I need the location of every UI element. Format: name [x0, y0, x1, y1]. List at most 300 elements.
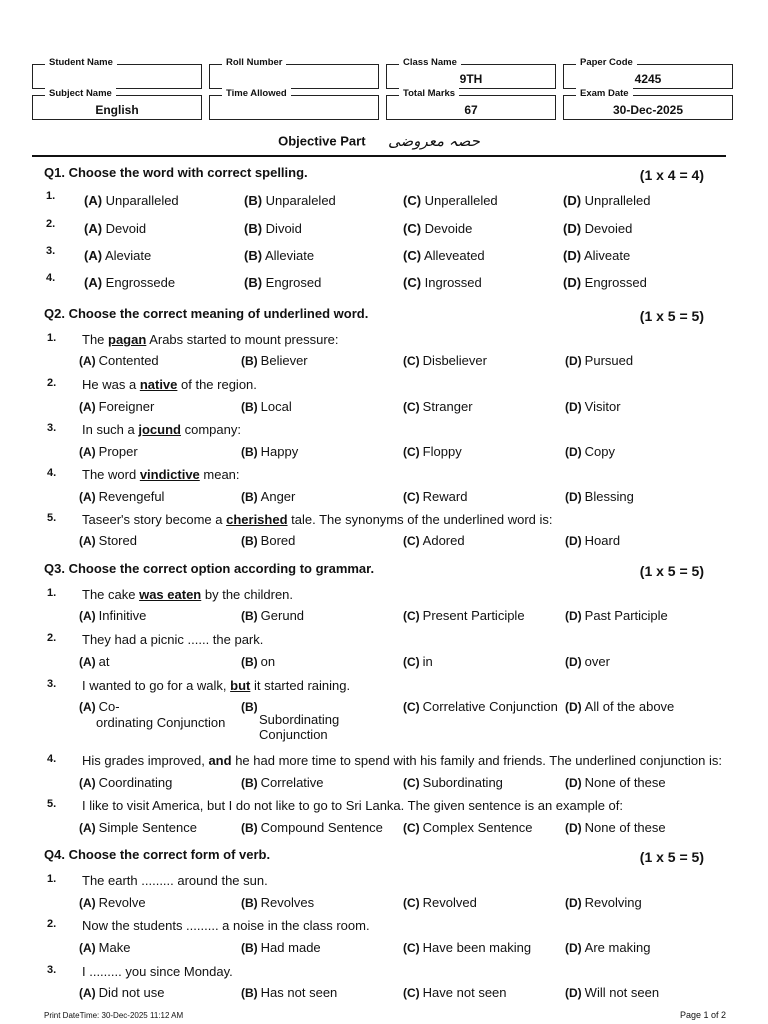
- option-c[interactable]: [403, 775, 503, 790]
- option-text: Conjunction: [259, 727, 328, 742]
- field-value: English: [95, 103, 139, 117]
- option-label: (D): [565, 609, 582, 623]
- q3-title: Q3. Choose the correct option according to grammar.: [44, 561, 375, 576]
- question-stem: I ......... you since Monday.: [82, 964, 233, 979]
- stem-text: The: [82, 332, 109, 347]
- option-text: Engrossede: [105, 275, 176, 290]
- option-text: Devoied: [584, 221, 633, 236]
- field-label: Roll Number: [222, 57, 286, 69]
- field-label: Student Name: [45, 57, 117, 69]
- option-text: on: [260, 654, 276, 669]
- options-row: [79, 489, 729, 507]
- option-c[interactable]: [403, 699, 558, 714]
- option-text: in: [422, 654, 433, 669]
- option-label: (A): [79, 400, 96, 414]
- paper-code-field: [563, 57, 733, 89]
- option-d[interactable]: [565, 940, 650, 955]
- option-text: Subordinating: [259, 712, 340, 727]
- option-c[interactable]: [403, 193, 498, 208]
- option-label: (C): [403, 986, 420, 1000]
- option-text: Have not seen: [422, 985, 507, 1000]
- option-label: (D): [565, 986, 582, 1000]
- option-d[interactable]: [565, 444, 615, 459]
- option-c[interactable]: [403, 608, 525, 623]
- option-b[interactable]: [244, 193, 336, 208]
- underlined-word: native: [139, 377, 178, 392]
- option-label: (C): [403, 609, 420, 623]
- question-number: 4.: [46, 272, 56, 284]
- question-number: 4.: [47, 467, 57, 479]
- option-b[interactable]: [241, 895, 314, 910]
- question-number: 2.: [47, 918, 57, 930]
- option-label: (D): [565, 534, 582, 548]
- option-label: (C): [403, 354, 420, 368]
- option-a[interactable]: [84, 221, 146, 236]
- option-a[interactable]: [79, 353, 159, 368]
- option-text: Simple Sentence: [98, 820, 197, 835]
- q3-marks: (1 x 5 = 5): [639, 563, 704, 579]
- option-text: Engrossed: [584, 275, 647, 290]
- option-c[interactable]: [403, 820, 533, 835]
- option-label: (D): [565, 776, 582, 790]
- option-label: (C): [403, 248, 422, 263]
- option-text: Reward: [422, 489, 468, 504]
- option-label: (A): [79, 986, 96, 1000]
- question-number: 2.: [47, 377, 57, 389]
- option-text: over: [584, 654, 610, 669]
- options-row: [79, 444, 729, 462]
- total-marks-field: [386, 88, 556, 120]
- option-text: Revengeful: [98, 489, 165, 504]
- option-text: Aliveate: [583, 248, 631, 263]
- stem-text: His grades improved,: [82, 753, 209, 768]
- option-label: (A): [79, 490, 96, 504]
- option-label: (B): [241, 534, 258, 548]
- stem-text: He was a: [82, 377, 140, 392]
- question-stem: [82, 422, 241, 437]
- option-label: (D): [565, 655, 582, 669]
- underlined-word: but: [230, 678, 251, 693]
- info-row-1: [32, 57, 733, 89]
- option-text: Happy: [260, 444, 299, 459]
- option-text: Co-: [98, 699, 120, 714]
- option-text: Devoide: [424, 221, 473, 236]
- question-stem: [82, 753, 722, 768]
- q2-title: Q2. Choose the correct meaning of underlined word.: [44, 306, 369, 321]
- q2-heading: [44, 306, 706, 324]
- option-text: Blessing: [584, 489, 634, 504]
- option-label: (A): [79, 655, 96, 669]
- stem-text: he had more time to spend with his family and friends. The underlined conjunction is:: [231, 753, 722, 768]
- option-b[interactable]: [241, 608, 304, 623]
- option-a[interactable]: [79, 895, 146, 910]
- option-b[interactable]: [241, 654, 275, 669]
- options-row: [79, 353, 729, 371]
- field-value: 67: [464, 103, 478, 117]
- q1-row: [46, 272, 726, 293]
- underlined-word: vindictive: [139, 467, 200, 482]
- option-label: (A): [84, 248, 103, 263]
- option-a[interactable]: [84, 248, 151, 263]
- option-label: (A): [79, 445, 96, 459]
- option-label: (B): [244, 275, 263, 290]
- option-b[interactable]: [241, 820, 383, 835]
- option-label: (B): [241, 700, 258, 714]
- option-text: None of these: [584, 820, 666, 835]
- option-a[interactable]: [79, 940, 130, 955]
- option-text: Stored: [98, 533, 137, 548]
- option-text: Gerund: [260, 608, 305, 623]
- option-text: None of these: [584, 775, 666, 790]
- option-b[interactable]: [241, 775, 324, 790]
- option-text: Floppy: [422, 444, 462, 459]
- question-stem: They had a picnic ...... the park.: [82, 632, 264, 647]
- option-text: Divoid: [265, 221, 302, 236]
- option-text: Revolving: [584, 895, 642, 910]
- option-text: Did not use: [98, 985, 165, 1000]
- option-text: Have been making: [422, 940, 532, 955]
- option-d[interactable]: [565, 699, 674, 714]
- option-b[interactable]: [241, 699, 339, 745]
- option-a[interactable]: [79, 533, 137, 548]
- option-text: All of the above: [584, 699, 675, 714]
- option-a[interactable]: [79, 985, 164, 1000]
- option-a[interactable]: [79, 608, 146, 623]
- field-value: 4245: [634, 72, 662, 86]
- option-label: (B): [241, 400, 258, 414]
- options-row: [79, 533, 729, 551]
- option-text: Unparalleled: [105, 193, 179, 208]
- option-d[interactable]: [565, 353, 633, 368]
- option-d[interactable]: [565, 895, 642, 910]
- option-b[interactable]: [241, 489, 295, 504]
- question-number: 5.: [47, 798, 57, 810]
- option-c[interactable]: [403, 353, 487, 368]
- q4-title: Q4. Choose the correct form of verb.: [44, 847, 271, 862]
- roll-number-field[interactable]: [209, 57, 379, 89]
- stem-text: The word: [82, 467, 140, 482]
- option-text: Complex Sentence: [422, 820, 533, 835]
- option-label: (D): [563, 193, 582, 208]
- option-label: (C): [403, 655, 420, 669]
- option-label: (D): [565, 490, 582, 504]
- q3-heading: [44, 561, 706, 579]
- question-stem: [82, 678, 350, 693]
- option-d[interactable]: [565, 985, 659, 1000]
- option-c[interactable]: [403, 399, 473, 414]
- option-text: Present Participle: [422, 608, 525, 623]
- option-label: (D): [565, 445, 582, 459]
- question-stem: [82, 332, 339, 347]
- field-label: Subject Name: [45, 88, 116, 100]
- option-text: Infinitive: [98, 608, 147, 623]
- student-info-grid: [32, 57, 733, 126]
- option-text: Proper: [98, 444, 138, 459]
- option-b[interactable]: [244, 275, 321, 290]
- option-d[interactable]: [563, 193, 650, 208]
- option-a[interactable]: [79, 399, 154, 414]
- part-title: Objective Part: [278, 133, 366, 149]
- option-label: (B): [244, 221, 263, 236]
- q1-heading: [44, 165, 706, 183]
- option-label: (C): [403, 700, 420, 714]
- option-label: (D): [565, 354, 582, 368]
- option-a[interactable]: [84, 275, 175, 290]
- option-label: (C): [403, 490, 420, 504]
- question-number: 3.: [47, 678, 57, 690]
- class-name-field: [386, 57, 556, 89]
- stem-text: Arabs started to mount pressure:: [146, 332, 339, 347]
- option-text: Revolved: [422, 895, 477, 910]
- option-d[interactable]: [563, 248, 630, 263]
- time-allowed-field[interactable]: [209, 88, 379, 120]
- options-row: [79, 399, 729, 417]
- info-row-2: [32, 88, 733, 120]
- option-label: (A): [79, 534, 96, 548]
- underlined-word: jocund: [138, 422, 181, 437]
- option-text: Unpralleled: [584, 193, 651, 208]
- option-c[interactable]: [403, 895, 477, 910]
- field-label: Paper Code: [576, 57, 637, 69]
- option-label: (B): [241, 776, 258, 790]
- option-c[interactable]: [403, 533, 465, 548]
- option-label: (B): [241, 655, 258, 669]
- question-number: 2.: [46, 218, 56, 230]
- stem-text: by the children.: [201, 587, 294, 602]
- option-text: Aleviate: [104, 248, 152, 263]
- question-stem: [82, 377, 257, 392]
- options-row: [79, 985, 729, 1003]
- option-text: Adored: [422, 533, 465, 548]
- option-label: (B): [244, 248, 263, 263]
- stem-text: In such a: [82, 422, 139, 437]
- q2-marks: (1 x 5 = 5): [639, 308, 704, 324]
- option-b[interactable]: [244, 221, 302, 236]
- option-c[interactable]: [403, 654, 433, 669]
- option-d[interactable]: [565, 654, 610, 669]
- option-text: Pursued: [584, 353, 634, 368]
- options-row: [79, 654, 729, 672]
- option-d[interactable]: [563, 275, 647, 290]
- part-title-urdu: حصہ معروضی: [388, 132, 480, 150]
- option-d[interactable]: [565, 820, 666, 835]
- option-c[interactable]: [403, 275, 482, 290]
- field-label: Total Marks: [399, 88, 459, 100]
- option-label: (B): [241, 821, 258, 835]
- option-text: Visitor: [584, 399, 621, 414]
- option-a[interactable]: [79, 699, 225, 730]
- option-a[interactable]: [79, 820, 197, 835]
- option-c[interactable]: [403, 444, 462, 459]
- stem-text: Taseer's story become a: [82, 512, 227, 527]
- option-text: Copy: [584, 444, 616, 459]
- option-label: (A): [79, 700, 96, 714]
- option-label: (B): [241, 354, 258, 368]
- option-text: Devoid: [105, 221, 147, 236]
- option-text: Correlative Conjunction: [422, 699, 558, 714]
- option-label: (D): [565, 941, 582, 955]
- q1-row: [46, 218, 726, 239]
- option-b[interactable]: [241, 985, 337, 1000]
- underlined-word: cherished: [226, 512, 288, 527]
- option-label: (A): [79, 896, 96, 910]
- q1-marks: (1 x 4 = 4): [639, 167, 704, 183]
- option-text: Make: [98, 940, 131, 955]
- stem-text: company:: [180, 422, 241, 437]
- option-text: Anger: [260, 489, 296, 504]
- question-number: 4.: [47, 753, 57, 765]
- option-label: (A): [79, 609, 96, 623]
- question-number: 1.: [47, 332, 57, 344]
- options-row: [79, 895, 729, 913]
- q1-row: [46, 245, 726, 266]
- question-number: 2.: [47, 632, 57, 644]
- option-label: (B): [241, 896, 258, 910]
- options-row: [79, 699, 729, 742]
- option-a[interactable]: [79, 489, 164, 504]
- option-label: (C): [403, 221, 422, 236]
- page-number: Page 1 of 2: [679, 1010, 726, 1020]
- option-label: (A): [79, 941, 96, 955]
- option-label: (B): [241, 986, 258, 1000]
- option-label: (A): [84, 221, 103, 236]
- option-d[interactable]: [565, 608, 668, 623]
- option-text: ordinating Conjunction: [96, 715, 226, 730]
- option-text: Will not seen: [584, 985, 660, 1000]
- option-label: (A): [79, 354, 96, 368]
- options-row: [79, 775, 729, 793]
- option-label: (C): [403, 896, 420, 910]
- field-value: 30-Dec-2025: [612, 103, 684, 117]
- options-row: [79, 820, 729, 838]
- underlined-word: was eaten: [139, 587, 202, 602]
- option-label: (C): [403, 400, 420, 414]
- question-number: 1.: [46, 190, 56, 202]
- question-number: 3.: [47, 964, 57, 976]
- field-label: Exam Date: [576, 88, 633, 100]
- option-a[interactable]: [79, 654, 110, 669]
- option-a[interactable]: [84, 193, 179, 208]
- option-c[interactable]: [403, 985, 507, 1000]
- question-number: 1.: [47, 873, 57, 885]
- stem-text: tale. The synonyms of the underlined word is:: [287, 512, 553, 527]
- option-text: Stranger: [422, 399, 473, 414]
- options-row: [79, 940, 729, 958]
- option-label: (B): [241, 490, 258, 504]
- subject-name-field: [32, 88, 202, 120]
- option-text: Alleviate: [264, 248, 315, 263]
- stem-text: The cake: [82, 587, 140, 602]
- option-text: Past Participle: [584, 608, 668, 623]
- q4-heading: [44, 847, 706, 865]
- option-label: (B): [241, 609, 258, 623]
- underlined-word: pagan: [108, 332, 147, 347]
- option-c[interactable]: [403, 940, 531, 955]
- option-label: (D): [565, 400, 582, 414]
- field-label: Time Allowed: [222, 88, 291, 100]
- option-text: Believer: [260, 353, 308, 368]
- stem-text: it started raining.: [250, 678, 351, 693]
- option-text: Ingrossed: [424, 275, 482, 290]
- option-text: Engrosed: [265, 275, 322, 290]
- option-a[interactable]: [79, 444, 138, 459]
- question-stem: [82, 512, 553, 527]
- option-text: Alleveated: [423, 248, 485, 263]
- question-number: 3.: [46, 245, 56, 257]
- stem-text: of the region.: [177, 377, 257, 392]
- print-datetime: Print DateTime: 30-Dec-2025 11:12 AM: [44, 1011, 184, 1020]
- option-d[interactable]: [565, 399, 621, 414]
- option-label: (A): [79, 776, 96, 790]
- option-label: (A): [84, 193, 103, 208]
- option-b[interactable]: [241, 940, 321, 955]
- option-text: Contented: [98, 353, 159, 368]
- question-stem: Now the students ......... a noise in the class room.: [82, 918, 370, 933]
- option-label: (B): [241, 941, 258, 955]
- option-d[interactable]: [565, 775, 666, 790]
- option-c[interactable]: [403, 248, 485, 263]
- question-stem: The earth ......... around the sun.: [82, 873, 268, 888]
- option-b[interactable]: [241, 399, 292, 414]
- option-text: Unperalleled: [424, 193, 498, 208]
- question-number: 3.: [47, 422, 57, 434]
- option-label: (B): [241, 445, 258, 459]
- option-label: (C): [403, 275, 422, 290]
- option-d[interactable]: [563, 221, 632, 236]
- stem-text: mean:: [199, 467, 240, 482]
- option-label: (A): [79, 821, 96, 835]
- option-text: Hoard: [584, 533, 621, 548]
- option-label: (C): [403, 445, 420, 459]
- field-value: 9TH: [459, 72, 483, 86]
- option-text: Coordinating: [98, 775, 173, 790]
- option-b[interactable]: [241, 533, 295, 548]
- option-b[interactable]: [241, 444, 298, 459]
- option-text: Compound Sentence: [260, 820, 383, 835]
- stem-text: I wanted to go for a walk,: [82, 678, 231, 693]
- option-label: (C): [403, 941, 420, 955]
- option-text: Are making: [584, 940, 651, 955]
- option-b[interactable]: [241, 353, 308, 368]
- q1-row: [46, 190, 726, 211]
- question-stem: [82, 587, 293, 602]
- option-b[interactable]: [244, 248, 314, 263]
- option-text: Subordinating: [422, 775, 503, 790]
- options-row: [79, 608, 729, 626]
- option-d[interactable]: [565, 533, 620, 548]
- option-label: (A): [84, 275, 103, 290]
- objective-part-header: [32, 132, 726, 157]
- option-text: at: [98, 654, 110, 669]
- question-number: 5.: [47, 512, 57, 524]
- field-label: Class Name: [399, 57, 461, 69]
- option-label: (C): [403, 193, 422, 208]
- question-stem: [82, 467, 240, 482]
- option-label: (D): [563, 248, 582, 263]
- option-text: Revolve: [98, 895, 146, 910]
- option-text: Disbeliever: [422, 353, 487, 368]
- option-d[interactable]: [565, 489, 634, 504]
- student-name-field[interactable]: [32, 57, 202, 89]
- option-label: (D): [565, 821, 582, 835]
- option-c[interactable]: [403, 489, 467, 504]
- q1-title: Q1. Choose the word with correct spelling.: [44, 165, 308, 180]
- option-c[interactable]: [403, 221, 472, 236]
- option-a[interactable]: [79, 775, 172, 790]
- option-text: Correlative: [260, 775, 324, 790]
- option-label: (D): [563, 221, 582, 236]
- option-text: Bored: [260, 533, 296, 548]
